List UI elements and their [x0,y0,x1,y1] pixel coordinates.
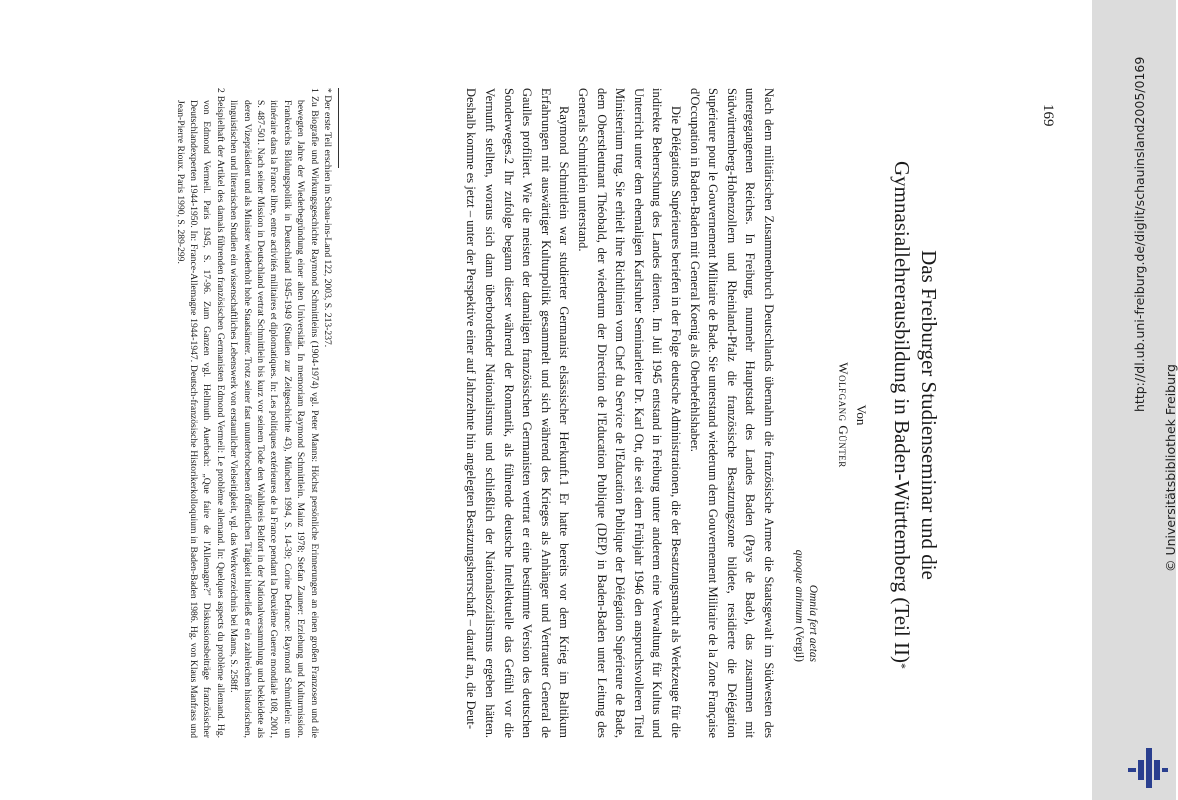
footnote: * Der erste Teil erschien im Schau-ins-Land 122, 2003, S. 213-237. [322,88,333,348]
motto-line-2: quoque animum [793,549,805,624]
page-number: 169 [1040,104,1056,127]
title-footnote-mark: * [895,662,909,669]
footnote: 2 Beispielhaft der Artikel des damals führenden französischen Germanisten Edmond Vermeil: Le problème allemand. In: Quelques aspects du problème allemand. Hg. von Edmond Vermeil. Paris 1945, S. 17-96. Zum Ganzen vgl. Hellmuth Auerbach: „Que faire de l'Allemagne?" Diskussionsbeiträge französischer Deutschlandexperten 1944-1950. In: France-Allemagne 1944-1947. Deutsch-französische Historikerkolloquium in Baden-Baden 1986. Hg. von Klaus Manfrass und Jean-Pierre Rioux. Paris 1990, S. 289-299. [174,88,226,738]
motto-line-1: Omnia fert aetas [807,584,819,662]
paragraph: Raymond Schmittlein war studierter Germanist elsässischer Herkunft.1 Er hatte bereits vor dem Krieg im Baltikum Erfahrungen mit auswärtiger Kulturpolitik gesammelt und sich während des Krieges als Anhänger und Vertrauter General de Gaulles profiliert. Wie die meisten der damaligen französischen Germanisten vertrat er eine bestimmte Version des deutschen Sonderweges.2 Ihr zufolge begann dieser während der Romantik, als führende deutsche Intellektuelle das Gefühl vor die Vernunft stellten, woraus sich dann überbordender Nationalismus und schließlich der Nationalsozialismus ergeben hätten. Deshalb komme es jetzt – unter der Perspektive einer auf Jahrzehnte hin angelegten Besatzungsherrschaft – darauf an, die Deut- [464,88,572,738]
byline-von: Von [854,404,869,426]
paragraph: Die Délégations Supérieures beriefen in der Folge deutsche Administrationen, die der Besatzungsmacht als Werkzeuge für die indirekte Beherrschung des Landes dienten. Im Juli 1945 entstand in Freiburg unter anderem eine Verwaltung für Kultus und Unterricht unter dem ehemaligen Karlsruher Seminarleiter Dr. Karl Ott, die seit dem Frühjahr 1946 den anspruchsvolleren Titel Ministerium trug. Sie erhielt ihre Richtlinien vom Chef du Service de l'Education Publique der Délégation Supérieure de Bade, dem Oberstleutnant Théobald, der wiederum der Direction de l'Education Publique (DEP) in Baden-Baden unter Leitung des Generals Schmittlein unterstand. [576,88,684,738]
ub-freiburg-logo-icon [1126,744,1170,792]
footnote-rule [338,88,339,168]
copyright-notice: © Universitätsbibliothek Freiburg [1163,364,1178,572]
footnote: 1 Zu Biografie und Wirkungsgeschichte Raymond Schmittleins (1904-1974) vgl. Peter Manns: Höchst persönliche Erinnerungen an einen großen Franzosen und die bewegten Jahre der Wiederbegründung einer alten Universität. In memoriam Raymond Schmittlein. Mainz 1978; Stefan Zauner: Erziehung und Kulturmission. Frankreichs Bildungspolitik in Deutschland 1945-1949 (Studien zur Zeitgeschichte 43), München 1994, S. 14-39; Corine Defrance: Raymond Schmittlein: un itinéraire dans la France libre, entre activités militaires et diplomatiques. In: Les politiques extérieures de la France pendant la Deuxième Guerre mondiale 108, 2001, S. 487-501. Nach seiner Mission in Deutschland vertrat Schmittlein bis kurz vor seinem Tode den Wahlkreis Belfort in der Nationalversammlung und bekleidete als deren Vizepräsident und als Minister wiederholt hohe Staatsämter. Trotz seiner fast ununterbrochenen öffentlichen Tätigkeit hinterließ er ein zahlreichen historischen, linguistischen und literarischen Studien ein wissenschaftliches Lebenswerk von erstaunlicher Vielseitigkeit, vgl. das Werkverzeichnis bei Manns, S. 258ff. [228,88,320,738]
motto-source: (Vergil) [793,626,805,662]
author-name: Wolfgang Günter [836,362,851,468]
title-line-2: Gymnasiallehrerausbildung in Baden-Württemberg (Teil II) [890,161,914,663]
footnotes [173,88,334,738]
article-title [888,150,942,680]
paragraph: Nach dem militärischen Zusammenbruch Deutschlands übernahm die französische Armee die Staatsgewalt im Südwesten des untergegangenen Reiches. In Freiburg, nunmehr Hauptstadt des Landes Baden (Pays de Bade), das zusammen mit Südwürttemberg-Hohenzollern und Rheinland-Pfalz die französische Besatzungszone bildete, residierte die Délégation Supérieure pour le Gouvernement Militaire de Bade. Sie unterstand wiederum dem Gouvernement Militaire de la Zone Française d'Occupation in Baden-Baden mit General Koenig als Oberbefehlshaber. [687,88,776,738]
motto [792,442,820,662]
byline [834,150,870,680]
body-text [462,88,778,738]
title-line-1: Das Freiburger Studienseminar und die [917,250,941,580]
source-url-link[interactable]: http://dl.ub.uni-freiburg.de/diglit/schauinsland2005/0169 [1132,56,1147,412]
